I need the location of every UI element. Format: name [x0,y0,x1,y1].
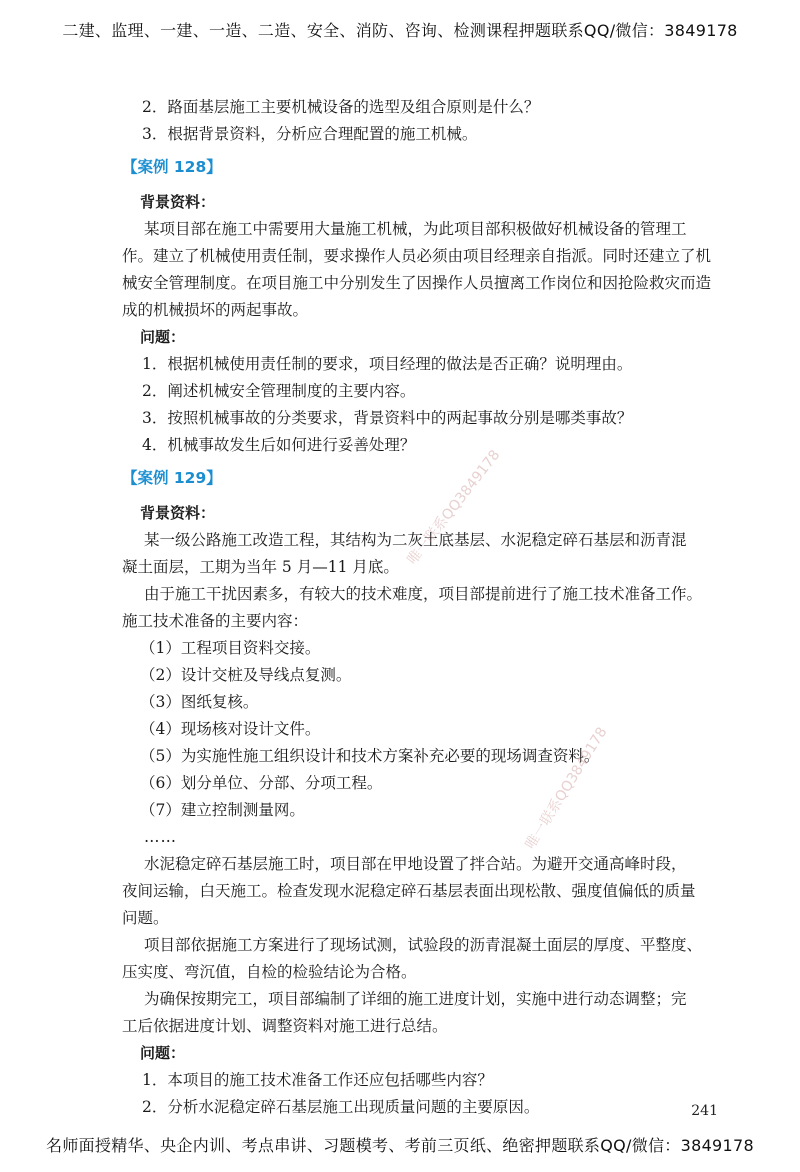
text-line: 水泥稳定碎石基层施工时，项目部在甲地设置了拌合站。为避开交通高峰时段， [144,855,687,873]
prep-item-5: （5）为实施性施工组织设计和技术方案补充必要的现场调查资料。 [140,747,600,765]
case-128-question-1: 1．根据机械使用责任制的要求，项目经理的做法是否正确？说明理由。 [142,355,633,373]
prev-question-2: 2．路面基层施工主要机械设备的选型及组合原则是什么？ [142,98,540,116]
text-line: 某一级公路施工改造工程，其结构为二灰土底基层、水泥稳定碎石基层和沥青混 [144,531,687,549]
text-line: 问题。 [122,909,169,927]
prep-item-3: （3）图纸复核。 [140,693,259,711]
text-line: 凝土面层，工期为当年 5 月—11 月底。 [122,558,399,576]
case-128-questions-label: 问题： [140,328,186,346]
page-header: 二建、监理、一建、一造、二造、安全、消防、咨询、检测课程押题联系QQ/微信：3849178 [62,21,738,40]
ellipsis: …… [144,828,177,846]
case-129-para-5 [122,986,742,1040]
case-128-background [122,216,742,324]
prep-item-4: （4）现场核对设计文件。 [140,720,321,738]
prev-question-3: 3．根据背景资料，分析应合理配置的施工机械。 [142,125,478,143]
case-129-background-label: 背景资料： [140,504,216,522]
text-line: 夜间运输，白天施工。检查发现水泥稳定碎石基层表面出现松散、强度值偏低的质量 [122,882,696,900]
prep-item-2: （2）设计交桩及导线点复测。 [140,666,352,684]
watermark: 唯一联系QQ3849178 [522,724,611,853]
text-line: 某项目部在施工中需要用大量施工机械，为此项目部积极做好机械设备的管理工 [144,220,687,238]
case-128-question-2: 2．阐述机械安全管理制度的主要内容。 [142,382,416,400]
case-129-questions-label: 问题： [140,1044,186,1062]
case-129-para-4 [122,932,742,986]
text-line: 成的机械损坏的两起事故。 [122,301,309,319]
text-line: 项目部依据施工方案进行了现场试测，试验段的沥青混凝土面层的厚度、平整度、 [144,936,703,954]
text-line: 为确保按期完工，项目部编制了详细的施工进度计划，实施中进行动态调整；完 [144,990,687,1008]
watermark: 唯一联系QQ3849178 [404,447,504,568]
page-number: 241 [691,1103,718,1119]
page-content [122,94,742,1121]
text-line: 压实度、弯沉值，自检的检验结论为合格。 [122,963,417,981]
prep-item-1: （1）工程项目资料交接。 [140,639,321,657]
text-line: 由于施工干扰因素多，有较大的技术难度，项目部提前进行了施工技术准备工作。 [144,585,703,603]
case-129-para-2 [122,581,742,635]
case-128-title: 【案例 128】 [122,158,222,176]
text-line: 施工技术准备的主要内容： [122,612,309,630]
text-line: 械安全管理制度。在项目施工中分别发生了因操作人员擅离工作岗位和因抢险救灾而造 [122,274,712,292]
case-129-question-1: 1．本项目的施工技术准备工作还应包括哪些内容？ [142,1071,493,1089]
case-129-para-3 [122,851,742,932]
case-128-question-4: 4．机械事故发生后如何进行妥善处理？ [142,436,416,454]
prep-item-6: （6）划分单位、分部、分项工程。 [140,774,383,792]
prep-item-7: （7）建立控制测量网。 [140,801,305,819]
text-line: 工后依据进度计划、调整资料对施工进行总结。 [122,1017,448,1035]
page-footer: 名师面授精华、央企内训、考点串讲、习题模考、考前三页纸、绝密押题联系QQ/微信：3849178 [46,1136,754,1155]
case-129-title: 【案例 129】 [122,469,222,487]
case-129-question-2: 2．分析水泥稳定碎石基层施工出现质量问题的主要原因。 [142,1098,540,1116]
text-line: 作。建立了机械使用责任制，要求操作人员必须由项目经理亲自指派。同时还建立了机 [122,247,712,265]
case-128-background-label: 背景资料： [140,193,216,211]
case-128-question-3: 3．按照机械事故的分类要求，背景资料中的两起事故分别是哪类事故？ [142,409,633,427]
